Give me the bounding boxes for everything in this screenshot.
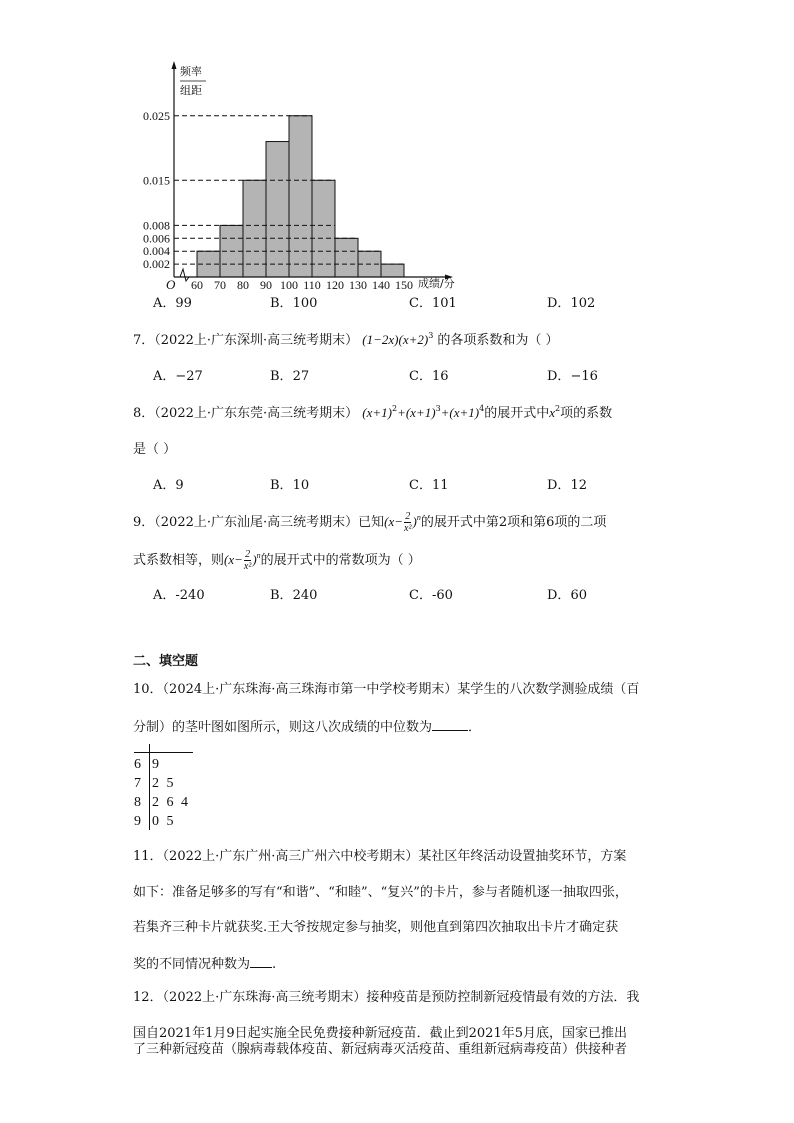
y-tick-labels [143, 109, 170, 271]
q9-stem-line1: 9．（2022上·广东汕尾·高三统考期末）已知(x− $\frac{2}{\text{x²}}$ )$^n$的展开式中第2项和第6项的二项 [133, 511, 607, 534]
q10-source: （2024上·广东珠海·高三珠海市第一中学校考期末） [162, 682, 458, 697]
x-tick-label: 140 [372, 278, 390, 290]
q9-option-a[interactable]: A．-240 [153, 588, 205, 603]
q10-number: 10． [133, 682, 163, 697]
q8-number: 8． [133, 406, 155, 421]
q9-source: （2022上·广东汕尾·高三统考期末） [154, 515, 359, 530]
q9-number: 9． [133, 515, 155, 530]
histogram-bar [266, 142, 289, 277]
histogram-bar [381, 264, 404, 277]
q11-number: 11． [133, 849, 163, 864]
q7-text: 的各项系数和为（ ） [437, 333, 559, 348]
histogram-bar [335, 238, 358, 277]
q11-stem-line4: 奖的不同情况种数为 . [133, 953, 276, 975]
q12-stem-line1: 12．（2022上·广东珠海·高三统考期末）接种疫苗是预防控制新冠疫情最有效的方法．我 [133, 990, 640, 1005]
x-tick-label: 60 [191, 278, 203, 290]
q9-option-c[interactable]: C．-60 [409, 588, 453, 603]
q9-fraction: $\frac{2}{\text{x²}}$ [404, 511, 412, 534]
q7-option-d[interactable]: D．−16 [547, 369, 598, 384]
q12-source: （2022上·广东珠海·高三统考期末） [162, 990, 367, 1005]
y-axis-label-denominator: 组距 [180, 84, 202, 97]
histogram-bar [312, 180, 335, 277]
y-tick-label: 0.002 [143, 257, 170, 272]
q8-option-a[interactable]: A．9 [153, 478, 184, 493]
q8-stem-line1: 8．（2022上·广东东莞·高三统考期末） $(x+1)^2+(x+1)^3+(x+1)^4$的展开式中$x^2$项的系数 [133, 404, 613, 421]
histogram-chart [130, 55, 480, 290]
x-tick-label: 80 [237, 278, 249, 290]
x-axis-label: 成绩/分 [418, 277, 455, 290]
histogram-bar [243, 180, 266, 277]
x-tick-label: 110 [303, 278, 321, 290]
q9-fraction-2: $\frac{2}{\text{x²}}$ [243, 549, 252, 572]
x-tick-label: 130 [349, 278, 367, 290]
q8-option-b[interactable]: B．10 [270, 478, 310, 493]
q7-expr-b-exp: 3 [428, 331, 434, 340]
q12-number: 12． [133, 990, 163, 1005]
q12-stem-line2: 国自2021年1月9日起实施全民免费接种新冠疫苗．截止到2021年5月底，国家已推出 [133, 1026, 627, 1041]
q6-option-d[interactable]: D．102 [547, 296, 596, 311]
q8-stem-line2: 是（ ） [133, 442, 177, 457]
q8-option-c[interactable]: C．11 [409, 478, 449, 493]
q12-stem-line3: 了三种新冠疫苗（腺病毒载体疫苗、新冠病毒灭活疫苗、重组新冠病毒疫苗）供接种者 [133, 1042, 628, 1057]
y-axis-arrow [172, 61, 177, 69]
x-tick-label: 70 [214, 278, 226, 290]
q6-option-c[interactable]: C．101 [409, 296, 457, 311]
x-tick-label: 90 [260, 278, 272, 290]
y-tick-label: 0.008 [143, 218, 170, 233]
q10-stem-line2: 分制）的茎叶图如图所示，则这八次成绩的中位数为 ． [133, 716, 481, 738]
q11-source: （2022上·广东广州·高三广州六中校考期末） [162, 849, 419, 864]
y-axis-label-numerator: 频率 [180, 65, 202, 78]
q7-source: （2022上·广东深圳·高三统考期末） [154, 333, 359, 348]
q6-option-a[interactable]: A．99 [153, 296, 192, 311]
x-tick-label: 150 [395, 278, 413, 290]
q9-option-d[interactable]: D．60 [547, 588, 587, 603]
y-tick-label: 0.004 [143, 244, 170, 259]
q10-answer-blank[interactable] [432, 716, 468, 731]
stem-leaf-row: 9 0 5 [134, 814, 174, 829]
q7-stem [133, 330, 559, 351]
y-tick-label: 0.015 [143, 173, 170, 188]
stem-leaf-row: 6 9 [134, 757, 159, 772]
q11-stem-line2: 如下：准备足够多的写有“和谐”、“和睦”、“复兴”的卡片，参与者随机逐一抽取四张， [133, 885, 628, 900]
q7-option-c[interactable]: C．16 [409, 369, 449, 384]
q8-source: （2022上·广东东莞·高三统考期末） [154, 406, 359, 421]
q11-stem-line1: 11．（2022上·广东广州·高三广州六中校考期末）某社区年终活动设置抽奖环节，方案 [133, 849, 627, 864]
stem-leaf-row: 7 2 5 [134, 776, 174, 791]
q8-option-d[interactable]: D．12 [547, 478, 587, 493]
y-tick-label: 0.006 [143, 231, 170, 246]
x-tick-label: 120 [326, 278, 344, 290]
q9-option-b[interactable]: B．240 [270, 588, 318, 603]
origin-label: O [166, 277, 176, 290]
q7-option-b[interactable]: B．27 [270, 369, 310, 384]
q7-number: 7． [133, 333, 155, 348]
q11-answer-blank[interactable] [250, 953, 272, 968]
section-title-fill-in-blank: 二、填空题 [133, 654, 199, 669]
x-tick-labels [191, 278, 413, 290]
q11-stem-line3: 若集齐三种卡片就获奖.王大爷按规定参与抽奖，则他直到第四次抽取出卡片才确定获 [133, 920, 619, 935]
q7-expr-b: (x+2) [398, 332, 429, 347]
q7-expr-a: (1−2x) [362, 332, 399, 347]
q10-stem-line1: 10．（2024上·广东珠海·高三珠海市第一中学校考期末）某学生的八次数学测验成绩（百 [133, 682, 640, 697]
histogram-bar [289, 116, 312, 277]
q7-option-a[interactable]: A．−27 [153, 369, 203, 384]
stem-leaf-top-rule [134, 752, 193, 753]
q9-stem-line2: 式系数相等，则(x− $\frac{2}{\text{x²}}$ )$^n$的展开式中的常数项为（ ） [133, 549, 421, 572]
x-tick-label: 100 [280, 278, 298, 290]
stem-leaf-row: 8 2 6 4 [134, 795, 188, 810]
y-tick-label: 0.025 [143, 108, 170, 123]
q6-option-b[interactable]: B．100 [270, 296, 318, 311]
histogram-bars [197, 116, 404, 277]
